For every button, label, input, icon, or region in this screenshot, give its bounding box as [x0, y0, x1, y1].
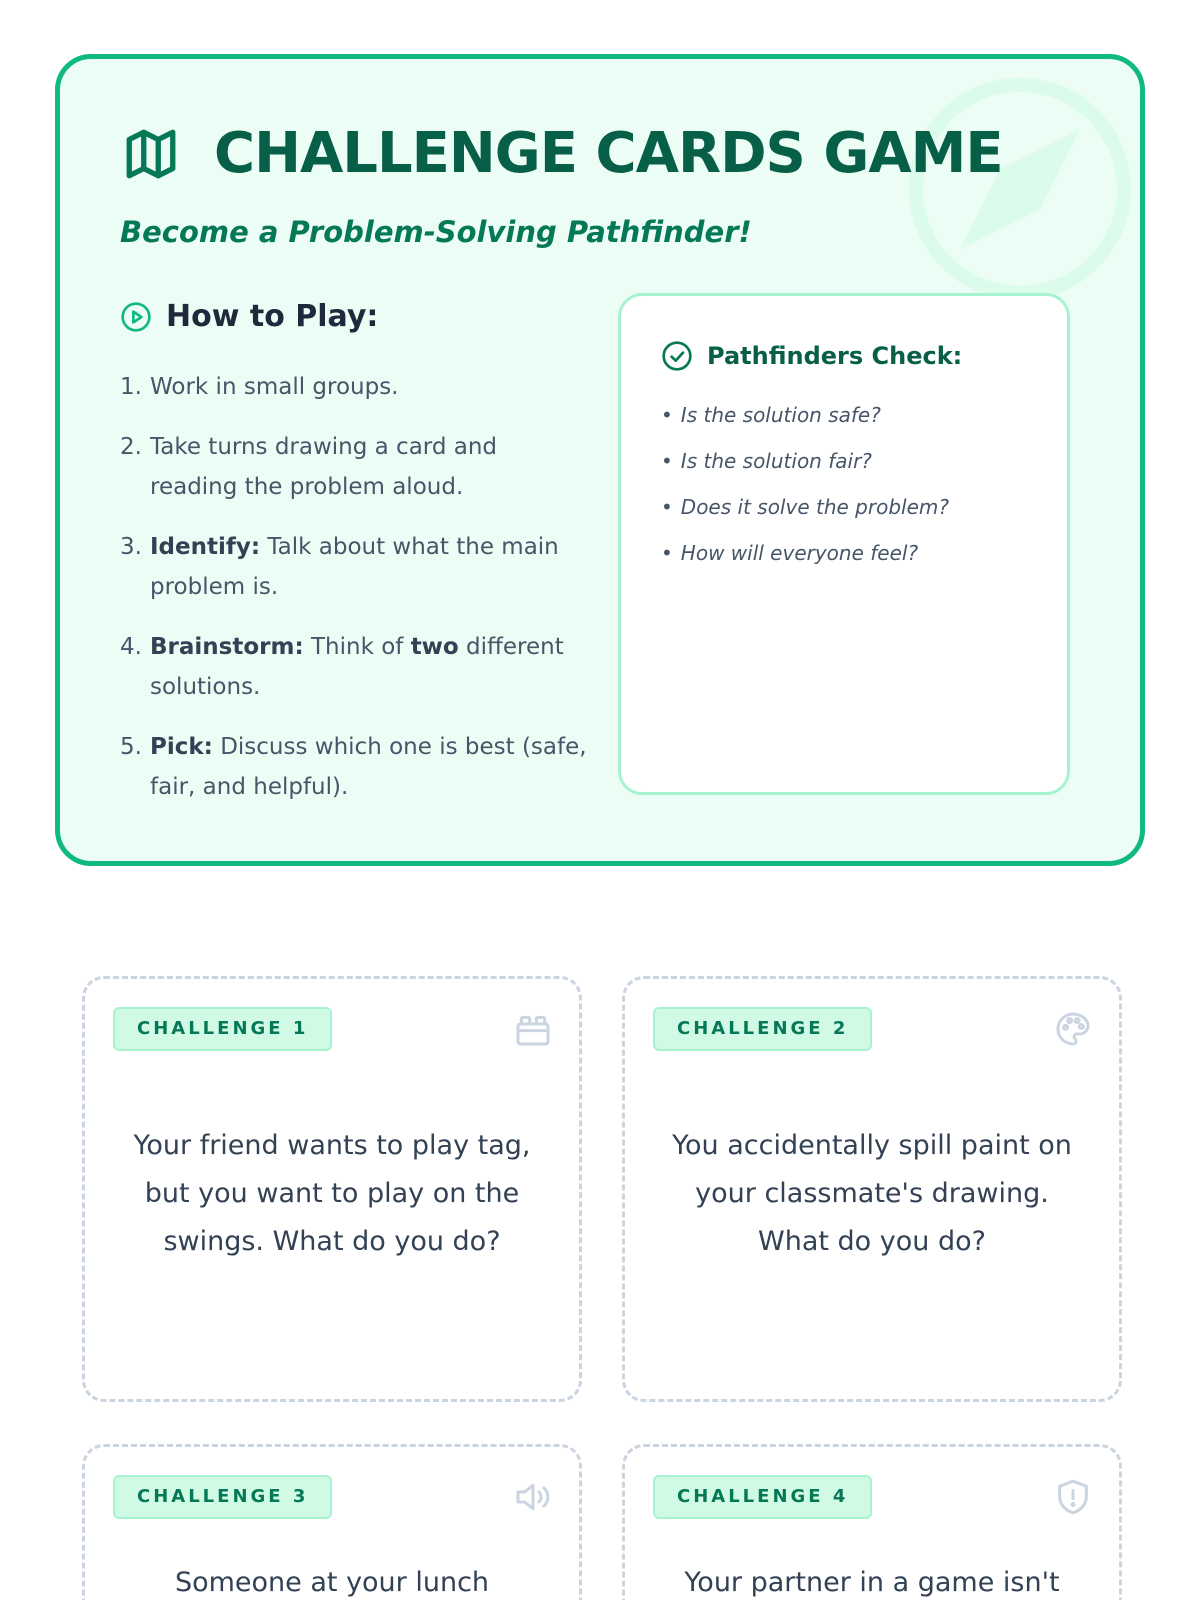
challenge-card-1[interactable]	[82, 976, 582, 1402]
challenge-text: You accidentally spill paint on your classmate's drawing. What do you do?	[672, 1130, 1072, 1257]
how-to-play-heading	[120, 299, 378, 334]
check-heading	[661, 340, 962, 372]
pathfinders-check-box	[618, 293, 1070, 795]
step-text: Work in small groups.	[150, 374, 399, 400]
shield-alert-icon	[1053, 1477, 1093, 1517]
challenge-text: Your partner in a game isn't	[684, 1567, 1060, 1598]
compass-icon	[900, 69, 1140, 309]
step-emphasis: two	[410, 634, 459, 660]
how-to-play-label: How to Play:	[166, 299, 379, 334]
subtitle: Become a Problem-Solving Pathfinder!	[120, 215, 752, 249]
step-number: 5.	[120, 734, 142, 760]
speaker-icon	[513, 1477, 553, 1517]
play-circle-icon	[120, 301, 152, 333]
step-keyword: Pick:	[150, 734, 213, 760]
step-keyword: Brainstorm:	[150, 634, 304, 660]
step-item	[120, 727, 590, 807]
challenge-badge: CHALLENGE 3	[113, 1475, 332, 1519]
palette-icon	[1053, 1009, 1093, 1049]
challenge-badge: CHALLENGE 1	[113, 1007, 332, 1051]
map-icon	[122, 125, 180, 183]
check-item: • Does it solve the problem?	[661, 484, 949, 530]
page-title: CHALLENGE CARDS GAME	[214, 121, 1003, 186]
challenge-card-3[interactable]	[82, 1444, 582, 1600]
step-item	[120, 427, 590, 507]
title-row	[122, 121, 1003, 186]
check-heading-label: Pathfinders Check:	[707, 342, 963, 370]
blocks-icon	[513, 1009, 553, 1049]
steps-list	[120, 367, 590, 827]
check-item: • How will everyone feel?	[661, 530, 949, 576]
step-item	[120, 527, 590, 607]
check-list	[661, 392, 949, 576]
check-item: • Is the solution safe?	[661, 392, 949, 438]
step-text: Take turns drawing a card and reading the problem aloud.	[150, 434, 498, 500]
step-number: 2.	[120, 434, 142, 460]
step-text: Discuss which one is best (safe, fair, and helpful).	[150, 734, 587, 800]
challenge-card-2[interactable]	[622, 976, 1122, 1402]
step-number: 4.	[120, 634, 142, 660]
check-circle-icon	[661, 340, 693, 372]
step-item	[120, 627, 590, 707]
step-keyword: Identify:	[150, 534, 261, 560]
step-text: Think of	[310, 634, 404, 660]
challenge-text: Your friend wants to play tag, but you want to play on the swings. What do you do?	[133, 1130, 531, 1257]
step-text: Talk about what the main problem is.	[150, 534, 559, 600]
challenge-badge: CHALLENGE 4	[653, 1475, 872, 1519]
check-item: • Is the solution fair?	[661, 438, 949, 484]
step-text: different solutions.	[150, 634, 564, 700]
step-item	[120, 367, 590, 407]
intro-panel	[55, 54, 1145, 866]
step-number: 3.	[120, 534, 142, 560]
challenge-badge: CHALLENGE 2	[653, 1007, 872, 1051]
step-number: 1.	[120, 374, 142, 400]
challenge-card-4[interactable]	[622, 1444, 1122, 1600]
challenge-text: Someone at your lunch	[174, 1567, 490, 1598]
